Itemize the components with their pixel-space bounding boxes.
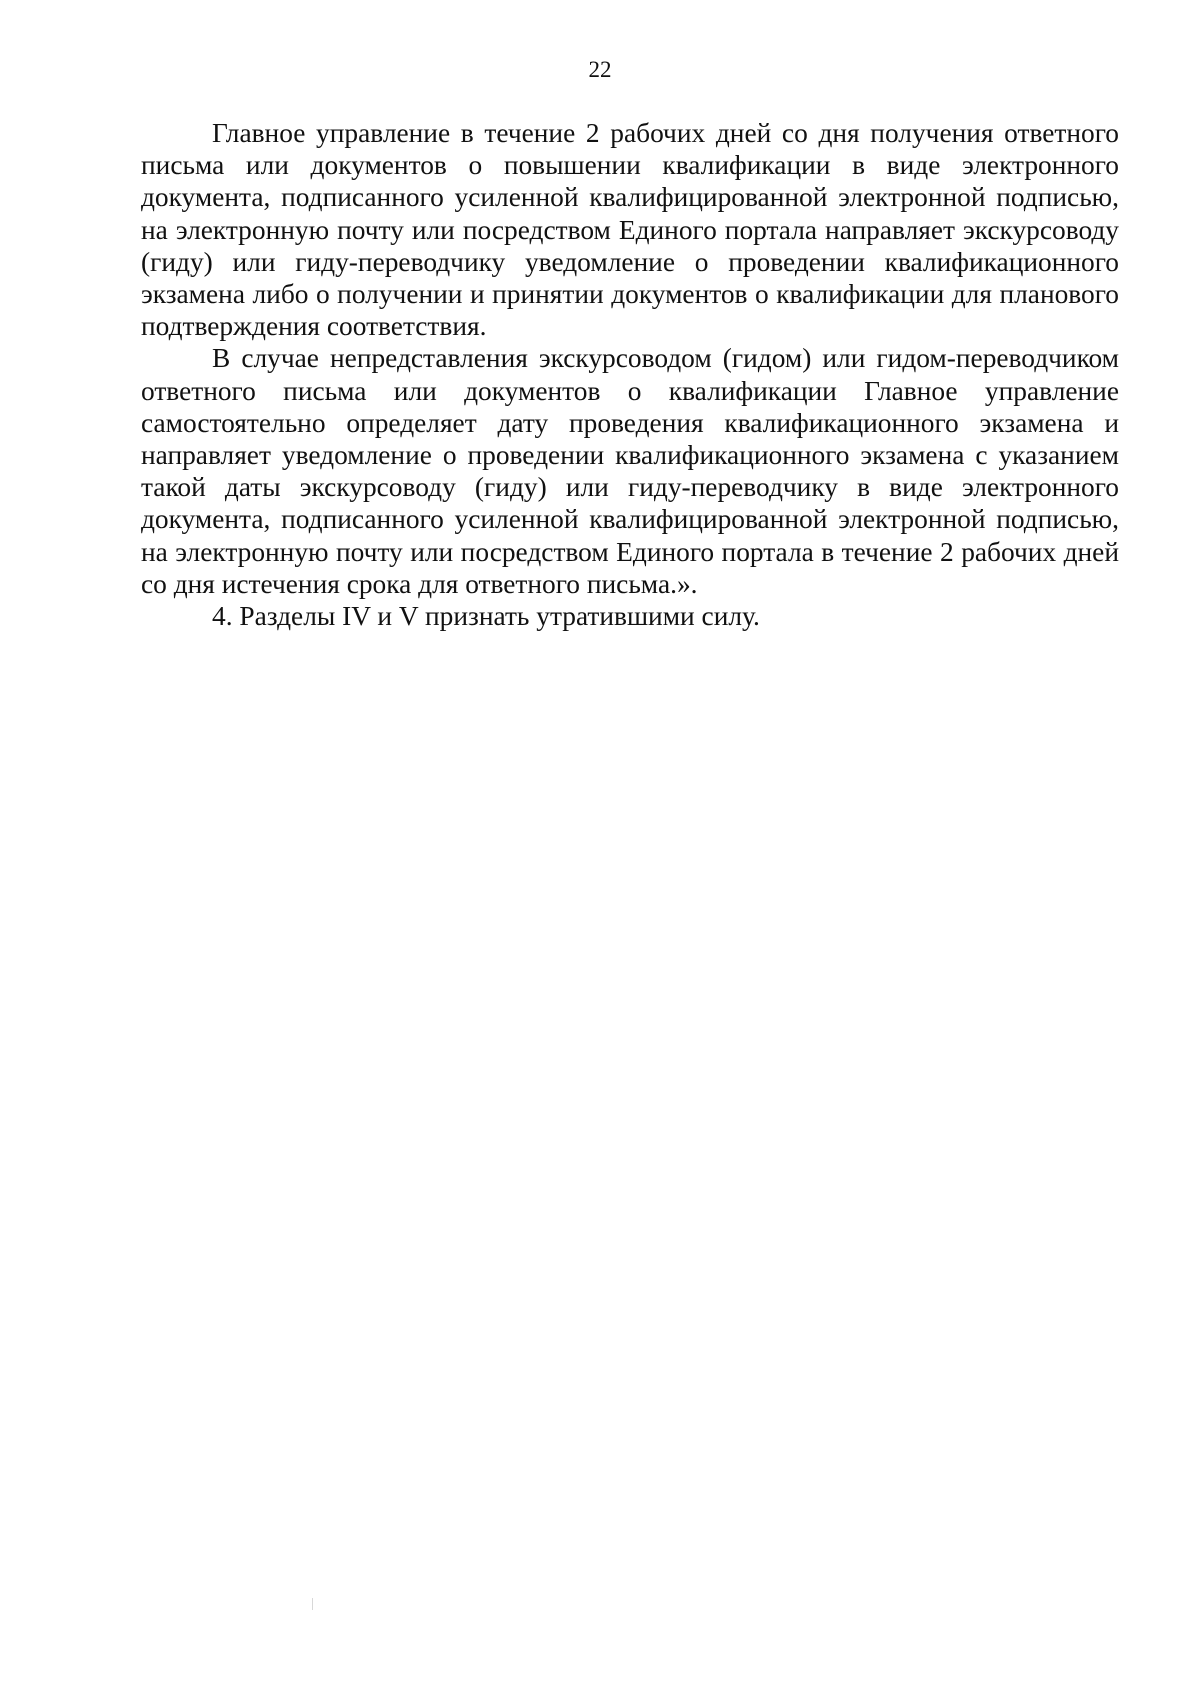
document-body bbox=[141, 117, 1119, 632]
scan-artifact bbox=[312, 1598, 313, 1610]
page-number: 22 bbox=[588, 57, 612, 82]
paragraph-nonsubmission: В случае непредставления экскурсоводом (гидом) или гидом-переводчиком ответного письма или документов о квалификации Главное управление самостоятельно определяет дату проведения квалификационного экзамена и направляет уведомление о проведении квалификационного экзамена с указанием такой даты экскурсоводу (гиду) или гиду-переводчику в виде электронного документа, подписанного усиленной квалифицированной электронной подписью, на электронную почту или посредством Единого портала в течение 2 рабочих дней со дня истечения срока для ответного письма.». bbox=[141, 343, 1119, 599]
paragraph-notification: Главное управление в течение 2 рабочих дней со дня получения ответного письма или документов о повышении квалификации в виде электронного документа, подписанного усиленной квалифицированной электронной подписью, на электронную почту или посредством Единого портала направляет экскурсоводу (гиду) или гиду-переводчику уведомление о проведении квалификационного экзамена либо о получении и принятии документов о квалификации для планового подтверждения соответствия. bbox=[141, 118, 1119, 342]
paragraph-sections-repealed: 4. Разделы IV и V признать утратившими силу. bbox=[212, 601, 760, 632]
